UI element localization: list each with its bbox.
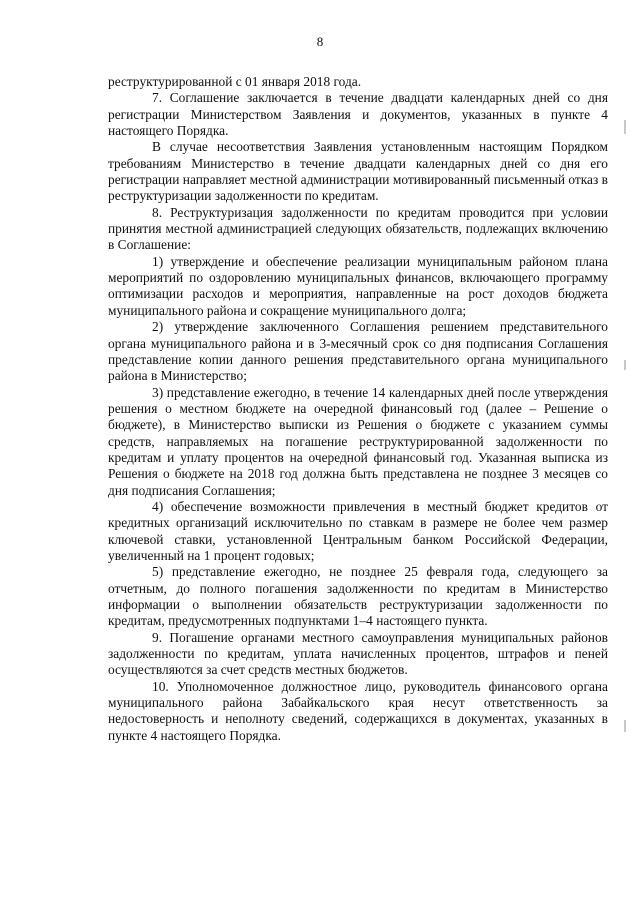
scan-edge-mark xyxy=(624,120,626,134)
paragraph-subitem-1: 1) утверждение и обеспечение реализации муниципальным районом плана мероприятий по оздоровлению муниципальных финансов, включающего программу оптимизации расходов и мероприятия, направленные на рост доходов бюджета муниципального района и сокращение муниципального долга; xyxy=(108,253,608,318)
page-number: 8 xyxy=(316,34,324,49)
paragraph-item-7: 7. Соглашение заключается в течение двадцати календарных дней со дня регистрации Министерством Заявления и документов, указанных в пункте 4 настоящего Порядка. xyxy=(108,90,608,139)
scan-edge-mark xyxy=(624,720,626,732)
document-body xyxy=(108,74,608,744)
paragraph-continuation: реструктурированной с 01 января 2018 года. xyxy=(108,74,362,89)
paragraph-item-9: 9. Погашение органами местного самоуправления муниципальных районов задолженности по кредитам, уплата начисленных процентов, штрафов и пеней осуществляются за счет средств местных бюджетов. xyxy=(108,629,608,678)
paragraph-item-8: 8. Реструктуризация задолженности по кредитам проводится при условии принятия местной администрацией следующих обязательств, подлежащих включению в Соглашение: xyxy=(108,204,608,253)
scan-edge-mark xyxy=(624,360,626,370)
paragraph-item-10: 10. Уполномоченное должностное лицо, руководитель финансового органа муниципального района Забайкальского края несут ответственность за недостоверность и неполноту сведений, содержащихся в документах, указанных в пункте 4 настоящего Порядка. xyxy=(108,678,608,743)
paragraph-subitem-5: 5) представление ежегодно, не позднее 25 февраля года, следующего за отчетным, до полного погашения задолженности по кредитам в Министерство информации о выполнении обязательств реструктуризации задолженности по кредитам, предусмотренных подпунктами 1–4 настоящего пункта. xyxy=(108,564,608,629)
paragraph-subitem-2: 2) утверждение заключенного Соглашения решением представительного органа муниципального района и в 3-месячный срок со дня подписания Соглашения представление копии данного решения представительного органа муниципального района в Министерство; xyxy=(108,319,608,384)
paragraph-item-7-refusal: В случае несоответствия Заявления установленным настоящим Порядком требованиям Министерство в течение двадцати календарных дней со дня его регистрации направляет местной администрации мотивированный письменный отказ в реструктуризации задолженности по кредитам. xyxy=(108,139,608,204)
paragraph-subitem-3: 3) представление ежегодно, в течение 14 календарных дней после утверждения решения о местном бюджете на очередной финансовый год (далее – Решение о бюджете), в Министерство выписки из Решения о бюджете с указанием суммы средств, направляемых на погашение реструктурированной задолженности по кредитам и уплату процентов на очередной финансовый год. Указанная выписка из Решения о бюджете на 2018 год должна быть представлена не позднее 3 месяцев со дня подписания Соглашения; xyxy=(108,384,608,498)
paragraph-subitem-4: 4) обеспечение возможности привлечения в местный бюджет кредитов от кредитных организаций исключительно по ставкам в размере не более чем размер ключевой ставки, установленной Центральным банком Российской Федерации, увеличенный на 1 процент годовых; xyxy=(108,498,608,563)
